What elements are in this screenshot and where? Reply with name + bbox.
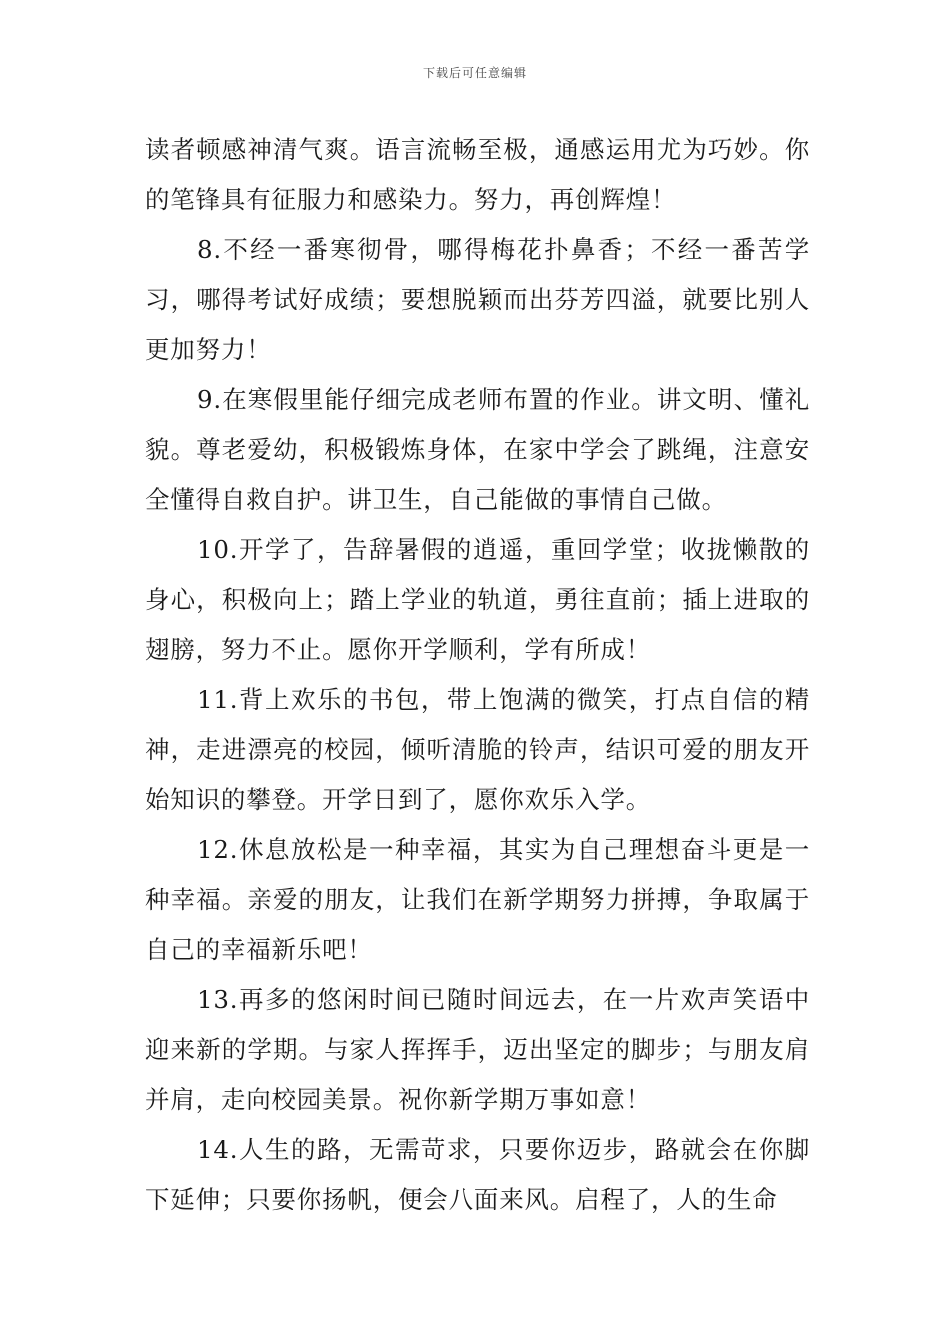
document-body bbox=[145, 125, 810, 1225]
paragraph-item-14: 14.人生的路，无需苛求，只要你迈步，路就会在你脚下延伸；只要你扬帆，便会八面来风。启程了，人的生命 bbox=[145, 1135, 810, 1214]
paragraph-item-11: 11.背上欢乐的书包，带上饱满的微笑，打点自信的精神，走进漂亮的校园，倾听清脆的铃声，结识可爱的朋友开始知识的攀登。开学日到了，愿你欢乐入学。 bbox=[145, 685, 810, 814]
paragraph-item-8: 8.不经一番寒彻骨，哪得梅花扑鼻香；不经一番苦学习，哪得考试好成绩；要想脱颖而出芬芳四溢，就要比别人更加努力！ bbox=[145, 235, 810, 364]
header-note: 下载后可任意编辑 bbox=[422, 66, 527, 80]
paragraph-item-12: 12.休息放松是一种幸福，其实为自己理想奋斗更是一种幸福。亲爱的朋友，让我们在新学期努力拼搏，争取属于自己的幸福新乐吧！ bbox=[145, 835, 810, 964]
paragraph-item-9: 9.在寒假里能仔细完成老师布置的作业。讲文明、懂礼貌。尊老爱幼，积极锻炼身体，在家中学会了跳绳，注意安全懂得自救自护。讲卫生，自己能做的事情自己做。 bbox=[145, 385, 810, 514]
paragraph-item-13: 13.再多的悠闲时间已随时间远去，在一片欢声笑语中迎来新的学期。与家人挥挥手，迈出坚定的脚步；与朋友肩并肩，走向校园美景。祝你新学期万事如意！ bbox=[145, 985, 810, 1114]
paragraph-continuation: 读者顿感神清气爽。语言流畅至极，通感运用尤为巧妙。你的笔锋具有征服力和感染力。努力，再创辉煌！ bbox=[145, 135, 810, 214]
paragraph-item-10: 10.开学了，告辞暑假的逍遥，重回学堂；收拢懒散的身心，积极向上；踏上学业的轨道，勇往直前；插上进取的翅膀，努力不止。愿你开学顺利，学有所成！ bbox=[145, 535, 810, 664]
